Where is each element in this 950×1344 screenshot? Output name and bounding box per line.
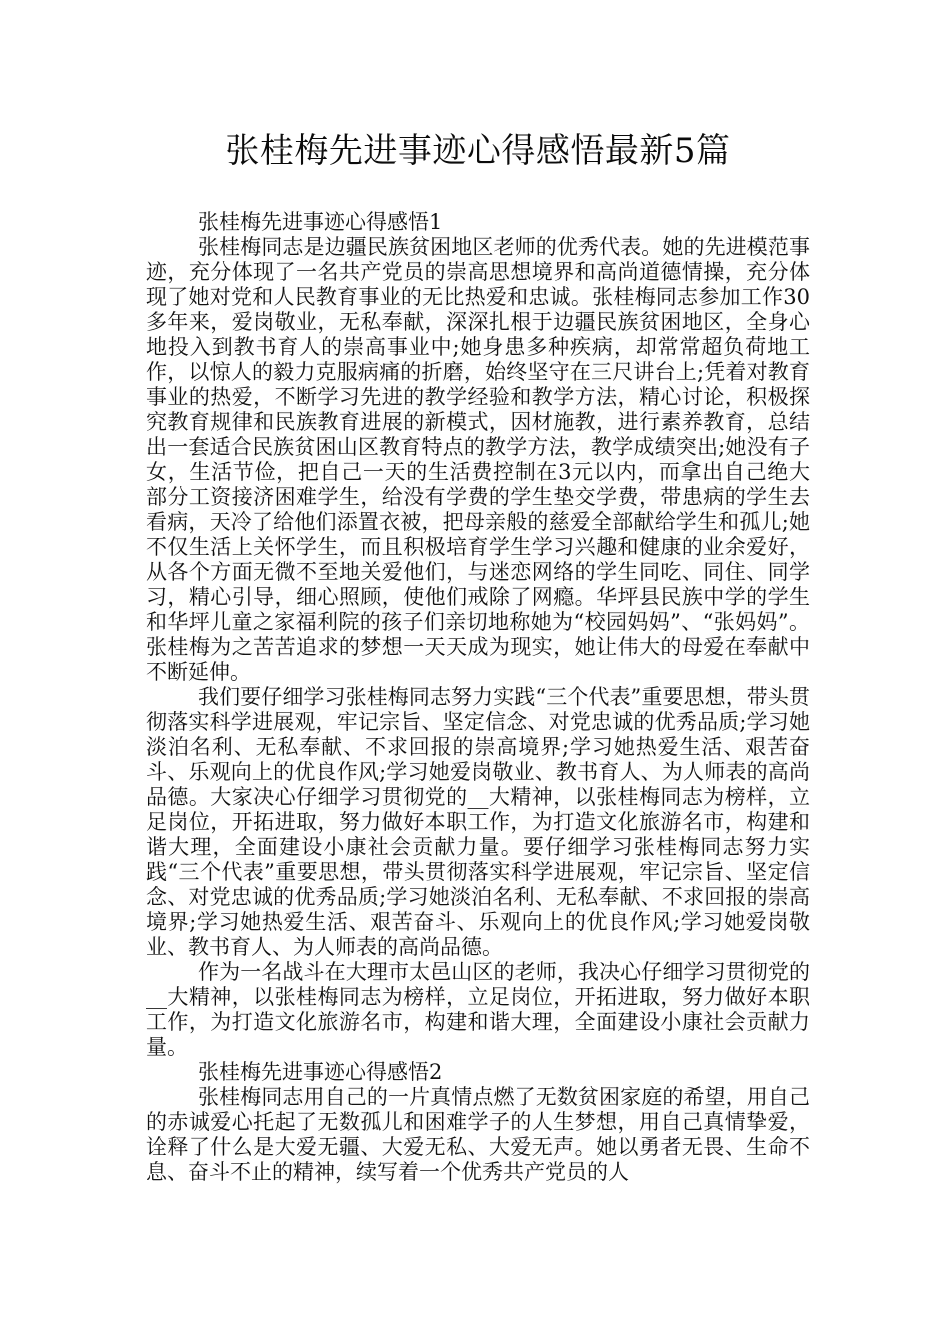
document-page [146, 126, 810, 1185]
section-2-paragraph-1: 张桂梅同志用自己的一片真情点燃了无数贫困家庭的希望，用自己的赤诚爱心托起了无数孤儿和困难学子的人生梦想，用自己真情挚爱，诠释了什么是大爱无疆、大爱无私、大爱无声。她以勇者无畏、生命不息、奋斗不止的精神，续写着一个优秀共产党员的人 [146, 1085, 810, 1184]
section-heading-1: 张桂梅先进事迹心得感悟1 [198, 210, 443, 234]
article-section-2 [146, 1060, 810, 1185]
section-1-paragraph-1: 张桂梅同志是边疆民族贫困地区老师的优秀代表。她的先进模范事迹，充分体现了一名共产党员的崇高思想境界和高尚道德情操，充分体现了她对党和人民教育事业的无比热爱和忠诚。张桂梅同志参加工作30多年来，爱岗敬业，无私奉献，深深扎根于边疆民族贫困地区，全身心地投入到教书育人的崇高事业中;她身患多种疾病，却常常超负荷地工作，以惊人的毅力克服病痛的折磨，始终坚守在三尺讲台上;凭着对教育事业的热爱，不断学习先进的教学经验和教学方法，精心讨论，积极探究教育规律和民族教育进展的新模式，因材施教，进行素养教育，总结出一套适合民族贫困山区教育特点的教学方法，教学成绩突出;她没有子女，生活节俭，把自己一天的生活费控制在3元以内，而拿出自己绝大部分工资接济困难学生，给没有学费的学生垫交学费，带患病的学生去看病，天冷了给他们添置衣被，把母亲般的慈爱全部献给学生和孤儿;她不仅生活上关怀学生，而且积极培育学生学习兴趣和健康的业余爱好，从各个方面无微不至地关爱他们，与迷恋网络的学生同吃、同住、同学习，精心引导，细心照顾，使他们戒除了网瘾。华坪县民族中学的学生和华坪儿童之家福利院的孩子们亲切地称她为“校园妈妈”、“张妈妈”。张桂梅为之苦苦追求的梦想一天天成为现实，她让伟大的母爱在奉献中不断延伸。 [146, 235, 810, 684]
section-1-paragraph-2: 我们要仔细学习张桂梅同志努力实践“三个代表”重要思想，带头贯彻落实科学进展观，牢记宗旨、坚定信念、对党忠诚的优秀品质;学习她淡泊名利、无私奉献、不求回报的崇高境界;学习她热爱生活、艰苦奋斗、乐观向上的优良作风;学习她爱岗敬业、教书育人、为人师表的高尚品德。大家决心仔细学习贯彻党的__大精神，以张桂梅同志为榜样，立足岗位，开拓进取，努力做好本职工作，为打造文化旅游名市，构建和谐大理，全面建设小康社会贡献力量。要仔细学习张桂梅同志努力实践“三个代表”重要思想，带头贯彻落实科学进展观，牢记宗旨、坚定信念、对党忠诚的优秀品质;学习她淡泊名利、无私奉献、不求回报的崇高境界;学习她热爱生活、艰苦奋斗、乐观向上的优良作风;学习她爱岗敬业、教书育人、为人师表的高尚品德。 [146, 685, 810, 959]
document-title: 张桂梅先进事迹心得感悟最新5篇 [225, 131, 731, 171]
article-section-1 [146, 210, 810, 1060]
section-1-paragraph-3: 作为一名战斗在大理市太邑山区的老师，我决心仔细学习贯彻党的__大精神，以张桂梅同志为榜样，立足岗位，开拓进取，努力做好本职工作，为打造文化旅游名市，构建和谐大理，全面建设小康社会贡献力量。 [146, 960, 810, 1059]
section-heading-2: 张桂梅先进事迹心得感悟2 [198, 1060, 443, 1084]
